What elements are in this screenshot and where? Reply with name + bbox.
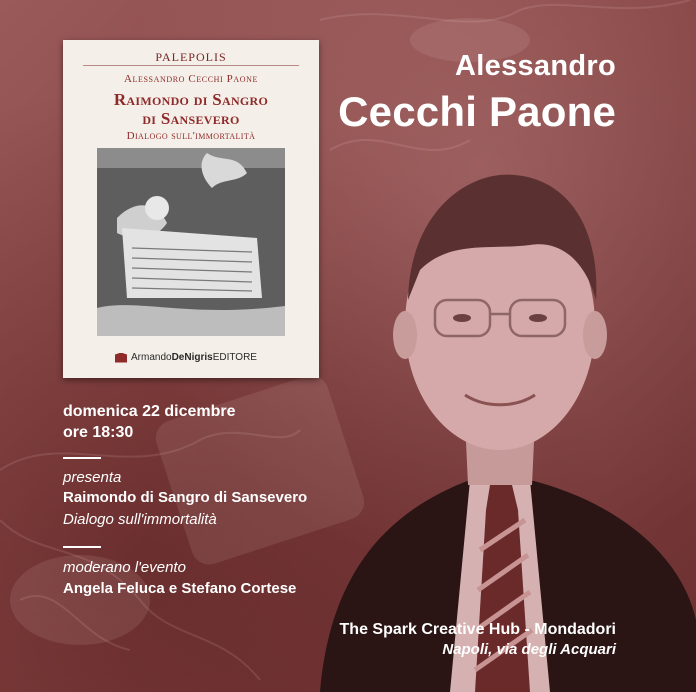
book-author: Alessandro Cecchi Paone — [123, 73, 259, 85]
moderators-names: Angela Feluca e Stefano Cortese — [63, 580, 297, 597]
presents-label: presenta — [63, 469, 122, 486]
speaker-portrait-photo — [300, 150, 696, 692]
book-subtitle: Dialogo sull'immortalità — [126, 130, 256, 142]
publisher-suffix: EDITORE — [212, 352, 257, 363]
event-address: Napoli, via degli Acquari — [442, 641, 616, 658]
event-book-subtitle: Dialogo sull'immortalità — [63, 511, 217, 528]
event-time: ore 18:30 — [63, 424, 134, 441]
book-title-line1: Raimondo di Sangro — [113, 90, 269, 109]
speaker-last-name: Cecchi Paone — [338, 88, 616, 135]
event-venue: The Spark Creative Hub - Mondadori — [339, 621, 616, 638]
divider-2 — [63, 546, 101, 548]
event-date: domenica 22 dicembre — [63, 403, 236, 420]
book-series: PALEPOLIS — [155, 50, 227, 64]
book-title-line2: di Sansevero — [142, 109, 240, 128]
event-book-title: Raimondo di Sangro di Sansevero — [63, 489, 308, 506]
publisher-logo-icon — [115, 353, 127, 363]
book-divider — [83, 65, 299, 66]
moderators-label: moderano l'evento — [63, 559, 186, 576]
book-publisher — [115, 352, 257, 363]
divider-1 — [63, 457, 101, 459]
publisher-bold: DeNigris — [171, 352, 213, 363]
speaker-first-name: Alessandro — [455, 50, 616, 82]
publisher-prefix: Armando — [131, 352, 172, 363]
book-cover — [63, 40, 319, 378]
book-cover-sculpture-image — [97, 148, 285, 336]
